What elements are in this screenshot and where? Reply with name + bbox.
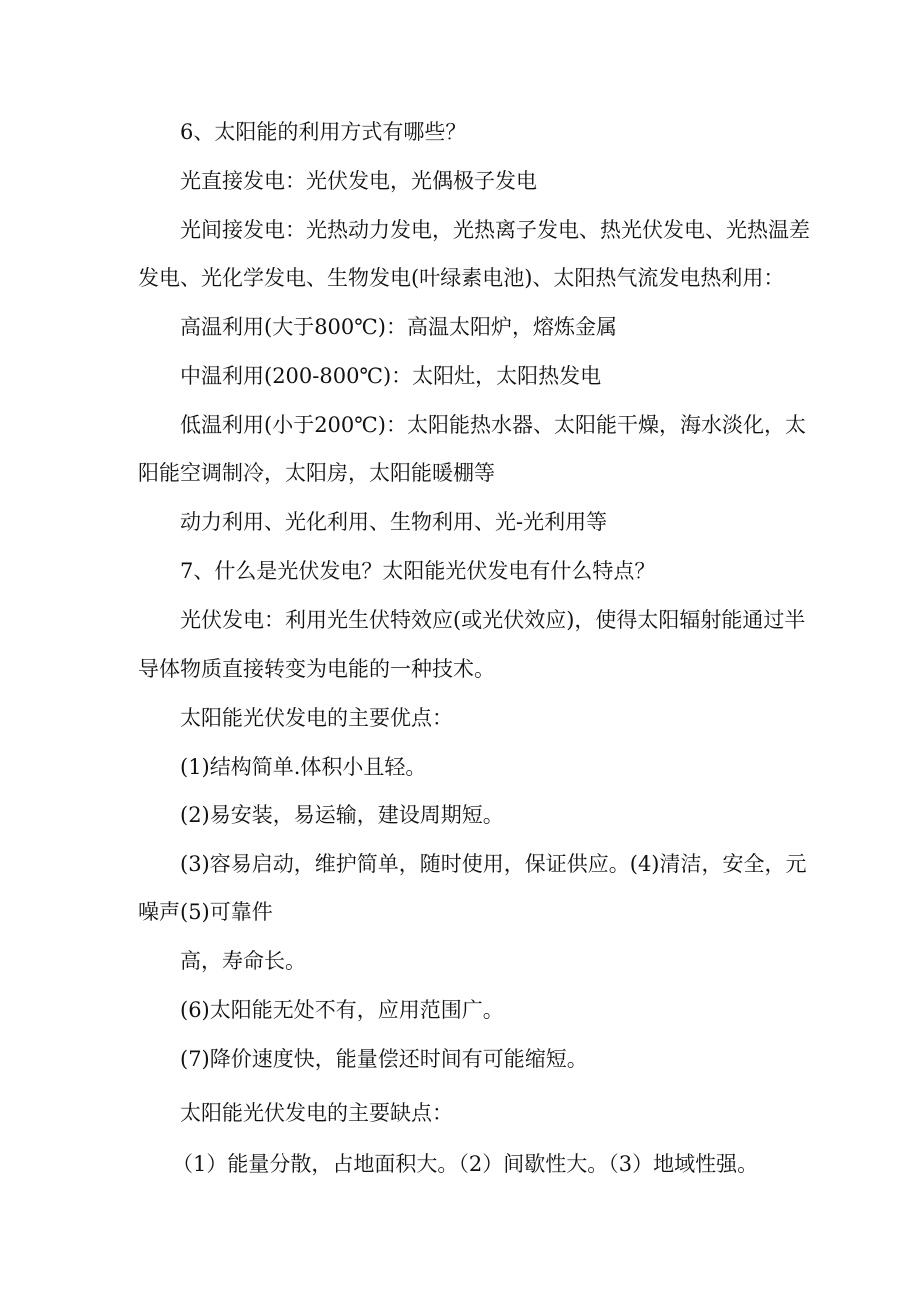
advantages-heading: 太阳能光伏发电的主要优点：: [180, 706, 453, 730]
question-6-heading: 6、太阳能的利用方式有哪些？: [180, 120, 467, 144]
paragraph-indirect-generation-cont: 发电、光化学发电、生物发电(叶绿素电池)、太阳热气流发电热利用：: [138, 266, 785, 290]
paragraph-other-uses: 动力利用、光化利用、生物利用、光-光利用等: [180, 510, 608, 534]
paragraph-indirect-generation: 光间接发电：光热动力发电，光热离子发电、热光伏发电、光热温差: [180, 218, 810, 242]
advantage-item-1: (1)结构简单.体积小且轻。: [180, 755, 427, 779]
advantage-item-5-cont: 高，寿命长。: [180, 949, 306, 973]
advantage-item-3-4: (3)容易启动，维护简单，随时使用，保证供应。(4)清洁，安全，元: [180, 852, 807, 876]
advantage-item-4-5-cont: 噪声(5)可靠件: [138, 900, 273, 924]
advantage-item-2: (2)易安装，易运输，建设周期短。: [180, 803, 504, 827]
paragraph-low-temp-cont: 阳能空调制冷，太阳房，太阳能暖棚等: [138, 461, 495, 485]
paragraph-high-temp: 高温利用(大于800℃)：高温太阳炉，熔炼金属: [180, 315, 617, 339]
paragraph-mid-temp: 中温利用(200-800℃)：太阳灶，太阳热发电: [180, 364, 602, 388]
disadvantages-heading: 太阳能光伏发电的主要缺点：: [180, 1101, 453, 1125]
question-7-heading: 7、什么是光伏发电？太阳能光伏发电有什么特点？: [180, 559, 656, 583]
paragraph-pv-definition: 光伏发电：利用光生伏特效应(或光伏效应)，使得太阳辐射能通过半: [180, 608, 806, 632]
advantage-item-7: (7)降价速度快，能量偿还时间有可能缩短。: [180, 1047, 588, 1071]
paragraph-pv-definition-cont: 导体物质直接转变为电能的一种技术。: [138, 657, 495, 681]
disadvantage-items: （1）能量分散，占地面积大。（2）间歇性大。（3）地域性强。: [172, 1152, 759, 1176]
paragraph-direct-generation: 光直接发电：光伏发电，光偶极子发电: [180, 169, 537, 193]
paragraph-low-temp: 低温利用(小于200℃)：太阳能热水器、太阳能干燥，海水淡化，太: [180, 413, 806, 437]
advantage-item-6: (6)太阳能无处不有，应用范围广。: [180, 998, 504, 1022]
